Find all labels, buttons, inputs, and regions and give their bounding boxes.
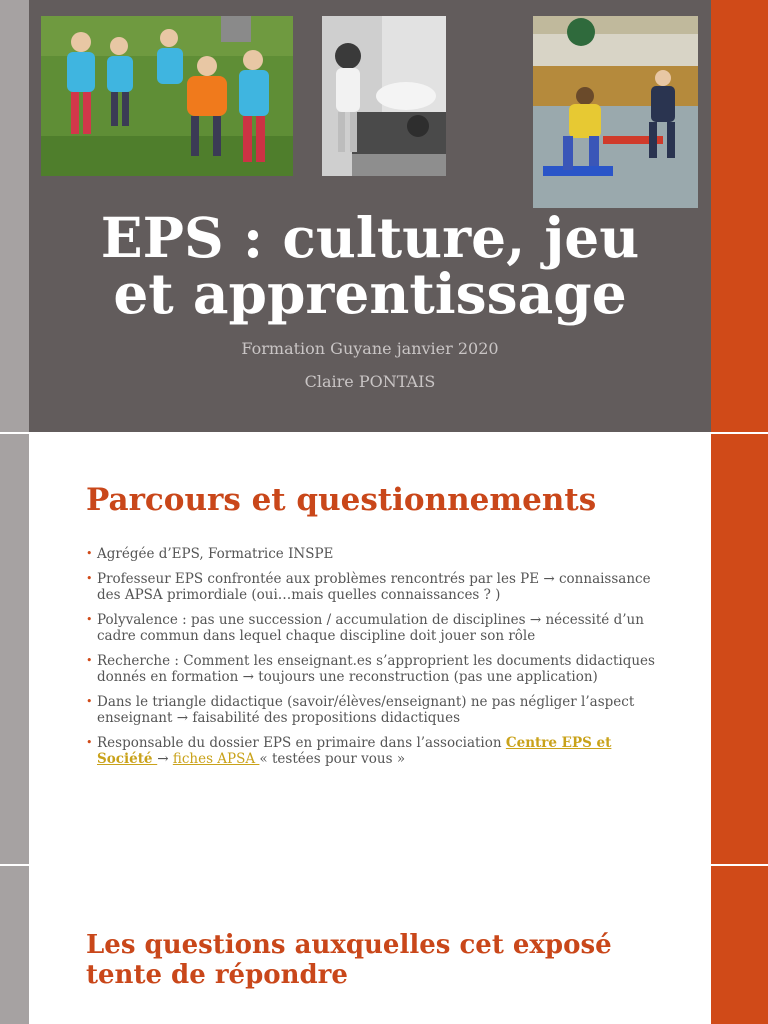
list-item: [86, 571, 656, 603]
list-item-text: Polyvalence : pas une succession / accumulation de disciplines → nécessité d’un cadre commun dans lequel chaque discipline doit jouer son rôle: [97, 612, 644, 644]
arrow-icon: →: [157, 751, 173, 767]
right-accent-strip: [711, 434, 768, 864]
bullet-dot-icon: •: [86, 736, 93, 749]
presentation-author: Claire PONTAIS: [304, 372, 436, 391]
presentation-title: [29, 205, 711, 326]
photo-children-playing-outdoors: [41, 16, 293, 176]
right-accent-strip: [711, 0, 768, 432]
left-accent-strip: [0, 866, 29, 1024]
title-line-1: EPS : culture, jeu: [100, 205, 640, 270]
left-accent-strip: [0, 0, 29, 432]
presentation-subtitle: Formation Guyane janvier 2020: [241, 339, 499, 358]
list-item-text: Agrégée d’EPS, Formatrice INSPE: [97, 546, 334, 562]
right-accent-strip: [711, 866, 768, 1024]
list-item: [86, 694, 656, 726]
list-item-prefix: Responsable du dossier EPS en primaire dans l’association: [97, 735, 506, 751]
questions-slide: [0, 866, 768, 1024]
bullet-dot-icon: •: [86, 572, 93, 585]
bullet-dot-icon: •: [86, 695, 93, 708]
photo-children-indoor-gym: [533, 16, 698, 208]
photo-children-gym-bw: [322, 16, 446, 176]
fiches-apsa-link[interactable]: fiches APSA: [172, 751, 260, 767]
centre-eps-societe-link[interactable]: Centre EPS et Société: [97, 735, 612, 767]
bullet-list: [86, 546, 656, 776]
list-item-text: Recherche : Comment les enseignant.es s’approprient les documents didactiques donnés en formation → toujours une reconstruction (pas une application): [97, 653, 655, 685]
bullet-dot-icon: •: [86, 613, 93, 626]
bullet-dot-icon: •: [86, 547, 93, 560]
list-item-suffix: « testées pour vous »: [259, 751, 406, 767]
list-item: [86, 653, 656, 685]
bullet-dot-icon: •: [86, 654, 93, 667]
list-item: [86, 612, 656, 644]
title-line-2: et apprentissage: [113, 261, 627, 326]
left-accent-strip: [0, 434, 29, 864]
list-item-text: Professeur EPS confrontée aux problèmes rencontrés par les PE → connaissance des APSA primordiale (oui…mais quelles connaissances ? ): [97, 571, 651, 603]
list-item-text: Dans le triangle didactique (savoir/élèves/enseignant) ne pas négliger l’aspect enseignant → faisabilité des propositions didactiques: [97, 694, 635, 726]
list-item: [86, 735, 656, 767]
title-slide: [0, 0, 768, 432]
slide-heading: Parcours et questionnements: [86, 482, 597, 518]
list-item: [86, 546, 656, 562]
slide-heading: Les questions auxquelles cet exposé tente de répondre: [86, 930, 612, 990]
parcours-slide: [0, 434, 768, 864]
